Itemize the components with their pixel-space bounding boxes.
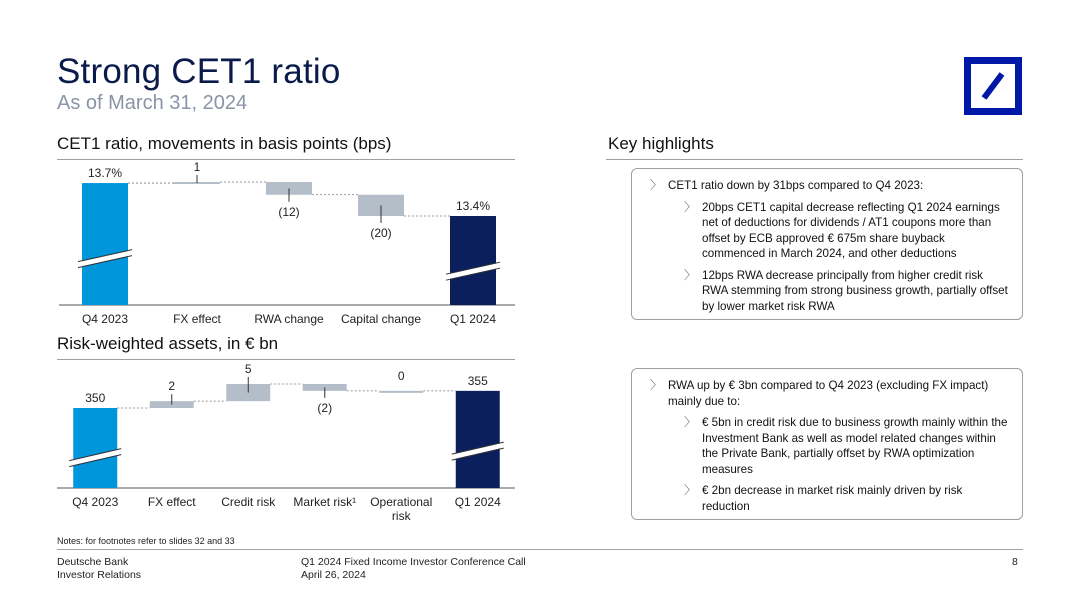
rwa-title-rule [57, 359, 515, 360]
chevron-right-icon: 〉 [650, 178, 663, 192]
key-highlights-title: Key highlights [608, 134, 714, 153]
rwa-chart-title: Risk-weighted assets, in € bn [57, 334, 279, 353]
chevron-right-icon: 〉 [650, 378, 663, 392]
footer-org-line1: Deutsche Bank [57, 556, 129, 568]
category-label: RWA change [254, 312, 324, 326]
bar-total [456, 391, 500, 488]
page-subtitle: As of March 31, 2024 [57, 92, 248, 114]
data-label: (20) [370, 226, 392, 240]
list-item [640, 415, 1010, 477]
chevron-right-icon: 〉 [684, 199, 697, 214]
sub-bullet-text: € 5bn in credit risk due to business growth mainly within the Investment Bank as well as model related changes within the Private Bank, partially offset by RWA optimization measures [702, 416, 1008, 476]
page-title: Strong CET1 ratio [57, 52, 341, 91]
cet1-chart-title: CET1 ratio, movements in basis points (bps) [57, 134, 392, 153]
footer-event-line1: Q1 2024 Fixed Income Investor Conference Call [301, 556, 526, 568]
data-label: (2) [317, 400, 333, 415]
highlights-title-rule [606, 159, 1023, 160]
bullet-text: CET1 ratio down by 31bps compared to Q4 2023: [668, 179, 924, 192]
sub-bullet-text: 12bps RWA decrease principally from higher credit risk RWA stemming from strong business growth, partially offset by lower market risk RWA [702, 268, 1008, 313]
bar-total [82, 183, 128, 305]
footer-event [301, 556, 526, 582]
highlights-box-cet1 [631, 168, 1023, 320]
list-item [640, 378, 1010, 409]
data-label: 1 [193, 160, 201, 174]
bar-delta [379, 391, 423, 393]
page-number: 8 [1012, 556, 1018, 568]
category-label: Q4 2023 [81, 312, 129, 326]
footer-org [57, 556, 141, 582]
sub-bullet-text: 20bps CET1 capital decrease reflecting Q1 2024 earnings net of deductions for dividends / AT1 coupons more than offset by ECB approved € 675m share buyback commenced in March 2024, and other deductions [702, 200, 1000, 260]
logo-slash-icon [971, 64, 1015, 108]
list-item [640, 268, 1010, 315]
category-label: Credit risk [221, 495, 276, 509]
sub-bullet-text: € 2bn decrease in market risk mainly driven by risk reduction [702, 484, 963, 513]
footnote-text: Notes: for footnotes refer to slides 32 and 33 [57, 536, 235, 546]
rwa-waterfall-chart [57, 362, 517, 532]
list-item [640, 200, 1010, 262]
data-label: 5 [244, 362, 252, 376]
list-item [640, 178, 1010, 194]
data-label: 0 [397, 368, 405, 383]
footer-rule [57, 549, 1023, 550]
chevron-right-icon: 〉 [684, 415, 697, 429]
category-label: risk [391, 509, 411, 523]
category-label: FX effect [147, 495, 196, 509]
category-label: Q4 2023 [72, 495, 119, 509]
bar-total [73, 408, 117, 488]
bar-total [450, 216, 496, 305]
chevron-right-icon: 〉 [684, 483, 697, 497]
data-label: (12) [278, 204, 300, 219]
category-label: FX effect [173, 312, 221, 326]
chevron-right-icon: 〉 [684, 267, 697, 282]
footer-org-line2: Investor Relations [57, 569, 142, 581]
highlights-box-rwa [631, 368, 1023, 520]
category-label: Q1 2024 [454, 495, 501, 509]
data-label: 355 [467, 373, 488, 388]
data-label: 2 [168, 379, 176, 394]
bullet-text: RWA up by € 3bn compared to Q4 2023 (excluding FX impact) mainly due to: [668, 379, 989, 408]
data-label: 13.4% [455, 199, 491, 213]
category-label: Operational [370, 495, 433, 509]
category-label: Capital change [340, 312, 422, 326]
data-label: 350 [85, 391, 106, 405]
footer-event-line2: April 26, 2024 [301, 569, 366, 581]
data-label: 13.7% [87, 166, 123, 181]
category-label: Q1 2024 [449, 312, 497, 326]
cet1-waterfall-chart [57, 160, 517, 330]
deutsche-bank-logo [964, 57, 1022, 115]
category-label: Market risk¹ [293, 495, 357, 509]
list-item [640, 483, 1010, 514]
